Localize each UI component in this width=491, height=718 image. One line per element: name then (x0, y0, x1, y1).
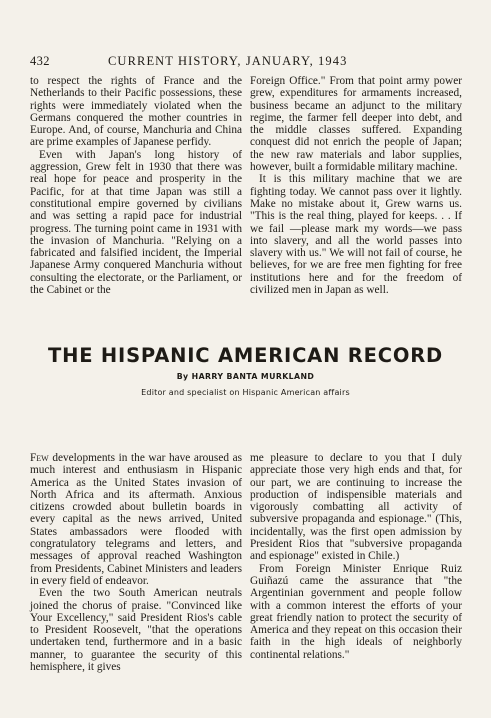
article-byline: By HARRY BANTA MURKLAND (176, 372, 315, 381)
paragraph-text: developments in the war have aroused as much interest and enthusiasm in Hispanic America as the United States invasion of North Africa and its aftermath. Anxious citizens crowded about bulletin boards in every capital as the news arrived, United States ambassadors were flooded with congratulatory telegrams and letters, and messages of approval reached Washington from Presidents, Cabinet Ministers and leaders in every field of endeavor. (30, 452, 242, 587)
previous-article-right-column (250, 75, 462, 296)
paragraph: me pleasure to declare to you that I duly appreciate those very high ends and that, for our part, we are continuing to increase the production of indispensible materials and vigorously combatting all activity of subversive propaganda and espionage." (This, incidentally, was the first open admission by President Rios that "subversive propaganda and espionage" existed in Chile.) (250, 452, 462, 563)
paragraph: Foreign Office." From that point army power grew, expenditures for armaments increased, business became an adjunct to the military regime, the farmer fell deeper into debt, and the middle classes suffered. Expanding conquest did not enrich the people of Japan; the new raw materials and labor supplies, however, built a formidable military machine. (250, 75, 462, 174)
article-headline: THE HISPANIC AMERICAN RECORD (47, 344, 444, 367)
previous-article-text (30, 75, 462, 307)
page-number: 432 (30, 54, 50, 68)
lead-word: Few (30, 452, 49, 464)
paragraph (30, 452, 242, 587)
article-body (30, 452, 462, 698)
running-head (30, 54, 460, 70)
paragraph: to respect the rights of France and the Netherlands to their Pacific possessions, these rights were immediately violated when the Germans conquered the mother countries in Europe. And, of course, Manchuria and China are prime examples of Japanese perfidy. (30, 75, 242, 149)
paragraph: Even the two South American neutrals joined the chorus of praise. "Convinced like Your Excellency," said President Rios's cable to President Roosevelt, "that the operations undertaken tend, furthermore and in a basic manner, to guarantee the security of this hemisphere, it gives (30, 587, 242, 674)
previous-article-left-column (30, 75, 242, 296)
author-role: Editor and specialist on Hispanic American affairs (141, 388, 350, 397)
paragraph: It is this military machine that we are fighting today. We cannot pass over it lightly. Make no mistake about it, Grew warns us. "This is the real thing, played for keeps. . . If we fail —please mark my words—we pass into slavery, and all the world passes into slavery with us." We will not fail of course, he believes, for we are free men fighting for free institutions here and for the freedom of civilized men in Japan as well. (250, 173, 462, 297)
article-left-column (30, 452, 242, 673)
article-right-column (250, 452, 462, 661)
paragraph: From Foreign Minister Enrique Ruiz Guiñazú came the assurance that "the Argentinian government and people follow with a common interest the efforts of your great friendly nation to protect the security of America and they repeat on this occasion their faith in the high ideals of neighborly continental relations." (250, 562, 462, 661)
paragraph: Even with Japan's long history of aggression, Grew felt in 1930 that there was real hope for peace and prosperity in the Pacific, for at that time Japan was still a constitutional empire governed by civilians and was setting a rapid pace for industrial progress. The turning point came in 1931 with the invasion of Manchuria. "Relying on a fabricated and falsified incident, the Imperial Japanese Army conquered Manchuria without consulting the electorate, or the Parliament, or the Cabinet or the (30, 148, 242, 297)
publication-title: CURRENT HISTORY, JANUARY, 1943 (108, 54, 348, 68)
